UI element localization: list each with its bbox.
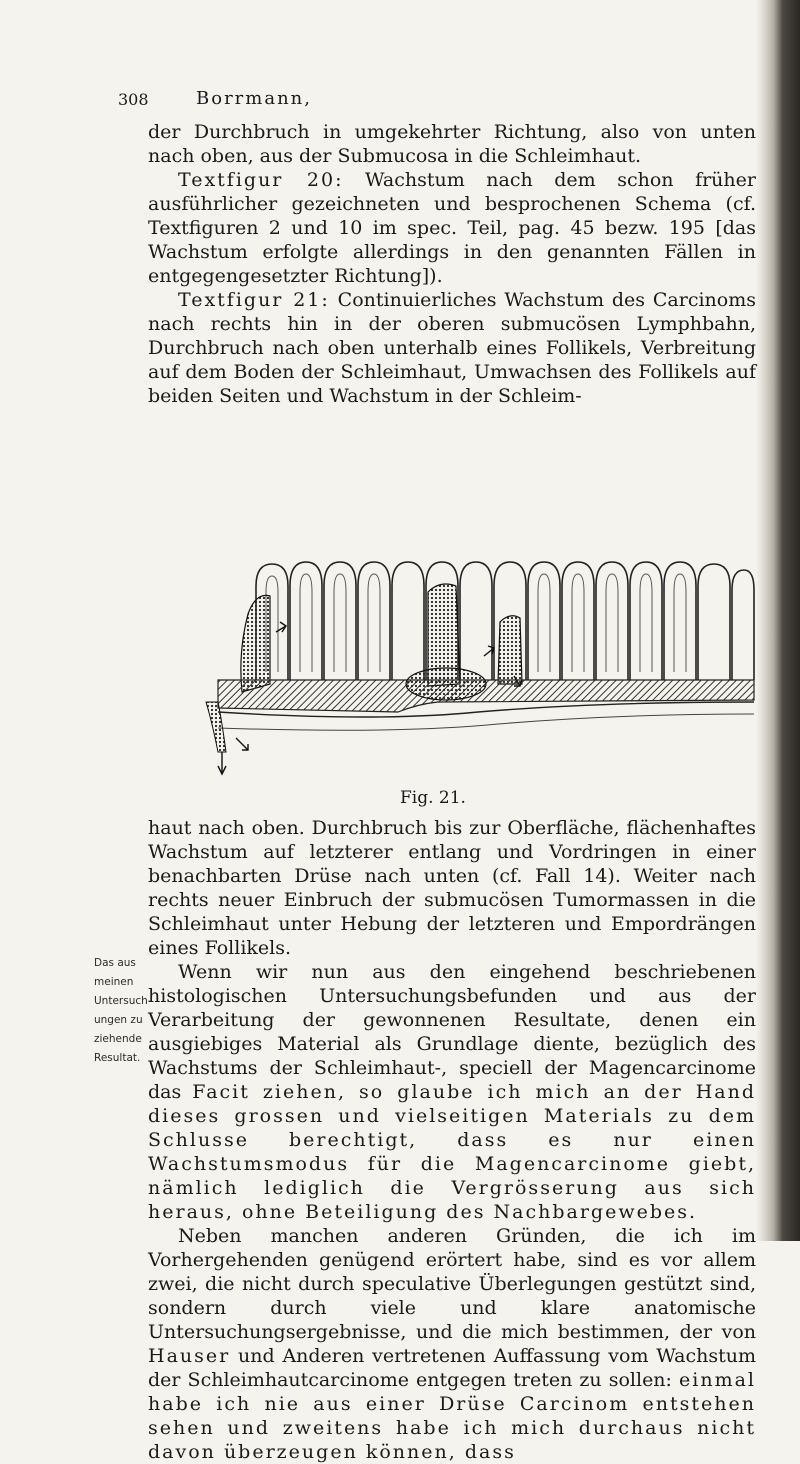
margin-note-line: Das aus <box>94 957 136 969</box>
author-name: Hauser <box>148 1345 231 1367</box>
histology-schema-illustration <box>178 552 758 776</box>
paragraph: Textfigur 21: Continuierliches Wachstum des Carcinoms nach rechts hin in der oberen submucösen Lymphbahn, Durchbruch nach oben unterhalb eines Follikels, Verbreitung auf dem Boden der Schleimhaut, Umwachsen des Follikels auf beiden Seiten und Wachstum in der Schleim- <box>148 289 756 407</box>
paragraph: Wenn wir nun aus den eingehend beschriebenen histologischen Untersuchungsbefunden und aus der Verarbeitung der gewonnenen Resultate, denen ein ausgiebiges Material als Grundlage diente, bezüglich des Wachstums der Schleimhaut-, speciell der Magencarcinome das Facit ziehen, so glaube ich mich an der Hand dieses grossen und vielseitigen Materials zu dem Schlusse berechtigt, dass es nur einen Wachstumsmodus für die Magencarcinome giebt, nämlich lediglich die Vergrösserung aus sich heraus, ohne Beteiligung des Nachbargewebes. <box>148 961 757 1223</box>
emphasized-text: Facit ziehen, so glaube ich mich an der Hand dieses grossen und vielseitigen Materials zu dem Schlusse berechtigt, dass es nur einen Wachstumsmodus für die Magencarcinome giebt, nämlich lediglich die Vergrösserung aus sich heraus, ohne Beteiligung des Nachbargewebes. <box>148 1081 757 1223</box>
body-text-top <box>148 120 756 408</box>
paragraph: Textfigur 20: Wachstum nach dem schon früher ausführlicher gezeichneten und besprochenen Schema (cf. Textfiguren 2 und 10 im spec. Teil, pag. 45 bezw. 195 [das Wachstum erfolgte allerdings in den genannten Fällen in entgegengesetzter Richtung]). <box>148 169 756 287</box>
figure-reference: Textfigur 21: <box>178 289 330 311</box>
margin-note-line: meinen <box>94 976 134 988</box>
margin-note <box>94 954 152 1068</box>
page-number: 308 <box>118 90 149 109</box>
margin-note-line: Resultat. <box>94 1052 141 1064</box>
figure-21 <box>178 552 758 776</box>
figure-reference: Textfigur 20: <box>178 169 344 191</box>
figure-caption: Fig. 21. <box>400 788 466 808</box>
paragraph: der Durchbruch in umgekehrter Richtung, also von unten nach oben, aus der Submucosa in die Schleimhaut. <box>148 121 756 167</box>
body-text-bottom <box>148 816 756 1464</box>
margin-note-line: ziehende <box>94 1033 142 1045</box>
margin-note-line: ungen zu <box>94 1014 143 1026</box>
page-header <box>118 88 758 114</box>
margin-note-line: Untersuch- <box>94 995 152 1007</box>
paragraph: haut nach oben. Durchbruch bis zur Oberfläche, flächenhaftes Wachstum auf letzterer entlang und Vordringen in einer benachbarten Drüse nach unten (cf. Fall 14). Weiter nach rechts neuer Einbruch der submucösen Tumormassen in die Schleimhaut unter Hebung der letzteren und Empordrängen eines Follikels. <box>148 817 756 959</box>
paragraph: Neben manchen anderen Gründen, die ich im Vorhergehenden genügend erörtert habe, sind es vor allem zwei, die nicht durch speculative Überlegungen gestützt sind, sondern durch viele und klare anatomische Untersuchungsergebnisse, und die mich bestimmen, der von Hauser und Anderen vertretenen Auffassung vom Wachstum der Schleimhautcarcinome entgegen treten zu sollen: einmal habe ich nie aus einer Drüse Carcinom entstehen sehen und zweitens habe ich mich durchaus nicht davon überzeugen können, dass <box>148 1225 756 1463</box>
running-head-author: Borrmann, <box>196 88 312 109</box>
emphasized-text: einmal habe ich nie aus einer Drüse Carcinom entstehen sehen und zweitens habe ich mich durchaus nicht davon überzeugen können, dass <box>148 1369 756 1463</box>
page-edge <box>762 0 800 1241</box>
